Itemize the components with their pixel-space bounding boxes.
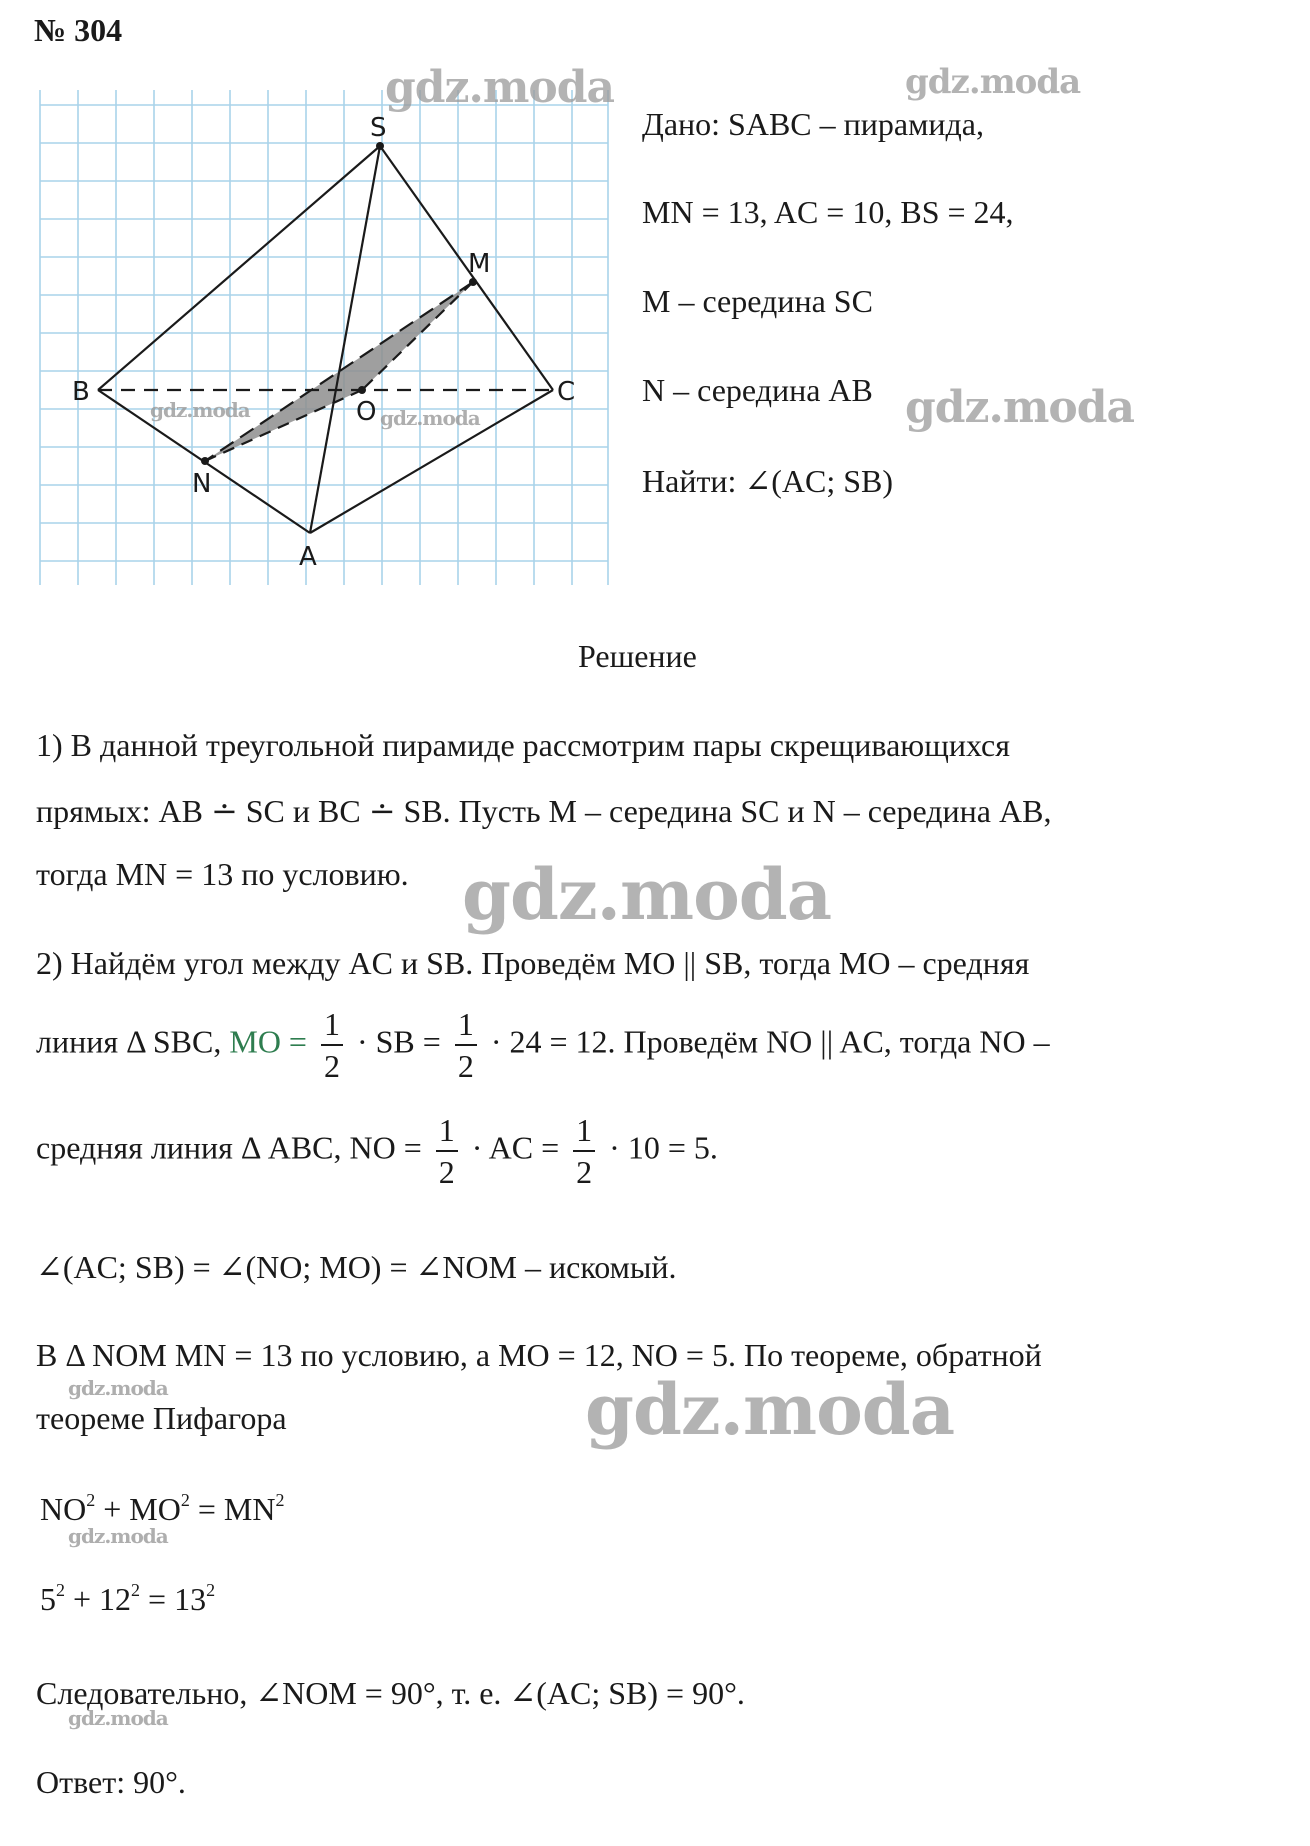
answer-text: Ответ: 90°.: [36, 1764, 186, 1800]
fraction-numerator: 1: [455, 1004, 477, 1046]
point-m: [469, 278, 477, 286]
watermark: gdz.moda: [462, 853, 832, 936]
fraction-denominator: 2: [576, 1154, 593, 1190]
watermark: gdz.moda: [380, 406, 480, 430]
watermark: gdz.moda: [905, 382, 1135, 433]
watermark: gdz.moda: [68, 1376, 168, 1400]
fraction-denominator: 2: [438, 1154, 455, 1190]
fraction-denominator: 2: [457, 1048, 474, 1084]
given-line: Дано: SABC – пирамида,: [642, 106, 984, 142]
label-s: S: [370, 113, 387, 143]
watermark: gdz.moda: [68, 1706, 168, 1730]
find-line: Найти: ∠(AC; SB): [642, 463, 894, 499]
fraction-numerator: 1: [321, 1004, 343, 1046]
edge-sa: [310, 146, 380, 533]
text-span: линия Δ SBC,: [36, 1023, 222, 1060]
solution-text: 1) В данной треугольной пирамиде рассмотрим пары скрещивающихся: [36, 727, 1010, 763]
equation-line: [40, 1580, 215, 1618]
problem-number: № 304: [34, 12, 123, 48]
text-span: · 24 = 12. Проведём NO || AC, тогда NO –: [490, 1023, 1050, 1060]
watermark: gdz.moda: [585, 1368, 955, 1451]
label-n: N: [192, 469, 212, 499]
conclusion-text: Следовательно, ∠NOM = 90°, т. е. ∠(AC; SB) = 90°.: [36, 1675, 745, 1711]
solution-formula-line: [36, 1110, 718, 1192]
text-span: · 10 = 5.: [609, 1129, 718, 1166]
edge-sc: [380, 146, 553, 390]
fraction: [321, 1004, 343, 1086]
text-span: MO =: [229, 1023, 307, 1060]
fraction: [455, 1004, 477, 1086]
text-span: · AC =: [471, 1129, 560, 1166]
solution-text: тогда MN = 13 по условию.: [36, 856, 409, 892]
watermark: gdz.moda: [150, 398, 250, 422]
label-c: C: [557, 377, 576, 407]
text-span: 5: [40, 1581, 56, 1617]
superscript: 2: [206, 1580, 216, 1600]
fraction: [436, 1110, 458, 1192]
text-span: = MN: [197, 1491, 276, 1527]
text-span: + 12: [73, 1581, 132, 1617]
solution-text: 2) Найдём угол между AC и SB. Проведём MO || SB, тогда MO – средняя: [36, 945, 1030, 981]
superscript: 2: [86, 1490, 96, 1510]
solution-text: В Δ NOM MN = 13 по условию, а MO = 12, NO = 5. По теореме, обратной: [36, 1337, 1042, 1373]
superscript: 2: [131, 1580, 141, 1600]
solution-text: прямых: AB ∸ SC и BC ∸ SB. Пусть M – середина SC и N – середина AB,: [36, 793, 1052, 829]
point-o: [358, 386, 366, 394]
fraction-numerator: 1: [436, 1110, 458, 1152]
watermark: gdz.moda: [68, 1524, 168, 1548]
equation-line: [40, 1490, 284, 1528]
text-span: NO: [40, 1491, 87, 1527]
edge-sb: [98, 146, 380, 390]
solution-heading: Решение: [578, 638, 697, 674]
text-span: средняя линия Δ ABC, NO =: [36, 1129, 422, 1166]
superscript: 2: [180, 1490, 190, 1510]
given-line: MN = 13, AC = 10, BS = 24,: [642, 194, 1014, 230]
fraction-denominator: 2: [323, 1048, 340, 1084]
solution-text: теореме Пифагора: [36, 1400, 287, 1436]
superscript: 2: [56, 1580, 65, 1600]
label-m: M: [468, 249, 491, 279]
point-s: [376, 142, 384, 150]
text-span: = 13: [148, 1581, 207, 1617]
watermark: gdz.moda: [905, 62, 1081, 102]
superscript: 2: [275, 1490, 285, 1510]
fraction-numerator: 1: [573, 1110, 595, 1152]
solution-text: ∠(AC; SB) = ∠(NO; MO) = ∠NOM – искомый.: [36, 1249, 677, 1285]
fraction: [573, 1110, 595, 1192]
text-span: + MO: [103, 1491, 181, 1527]
point-n: [201, 457, 209, 465]
label-b: B: [72, 377, 90, 407]
label-a: A: [299, 542, 317, 572]
text-span: · SB =: [356, 1023, 441, 1060]
watermark: gdz.moda: [385, 62, 615, 113]
solution-formula-line: [36, 1004, 1050, 1086]
label-o: O: [356, 397, 377, 427]
given-line: N – середина AB: [642, 372, 873, 408]
given-line: M – середина SC: [642, 283, 873, 319]
grid: [40, 90, 608, 585]
